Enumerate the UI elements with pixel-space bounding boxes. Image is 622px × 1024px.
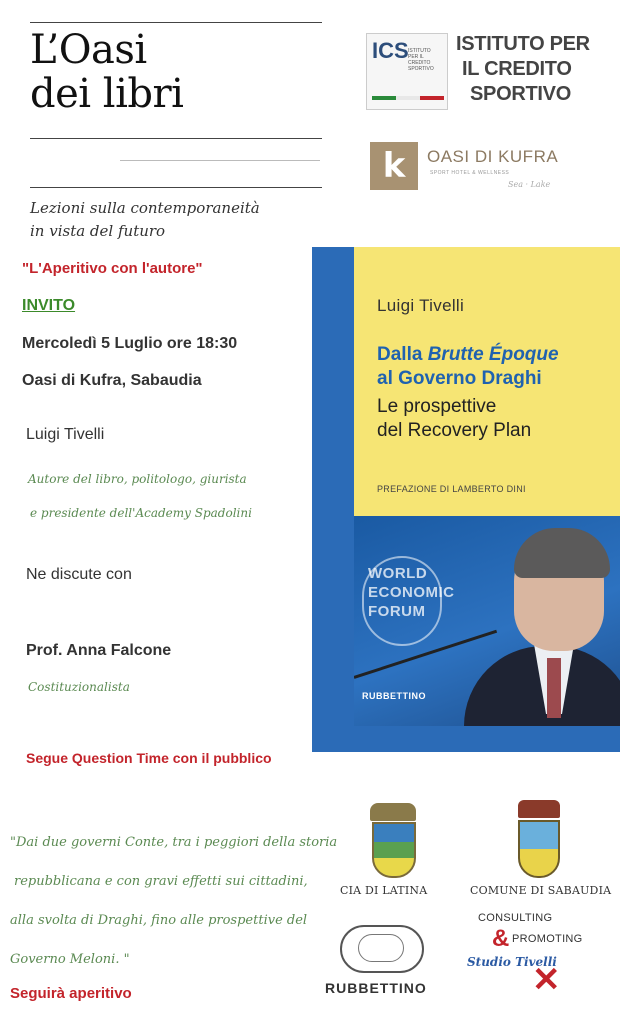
x-mark-icon: ✕ [532, 961, 561, 999]
consulting-text: CONSULTING [478, 912, 553, 924]
brand-line-2: dei libri [30, 71, 184, 117]
guest-role: Costituzionalista [28, 680, 130, 694]
author-desc-line-1: Autore del libro, politologo, giurista [28, 472, 247, 486]
book-subtitle [377, 395, 531, 443]
wef-text: WORLD ECONOMIC FORUM [368, 565, 455, 620]
book-spine [312, 247, 354, 752]
header-faded-rule [120, 160, 320, 161]
sabaudia-crown-icon [518, 800, 560, 818]
ampersand: & [492, 925, 510, 952]
tagline [30, 197, 260, 243]
photo-hair [514, 528, 610, 578]
flag-green [372, 96, 396, 100]
guest-name: Prof. Anna Falcone [26, 642, 172, 659]
author-description [28, 462, 252, 530]
ics-logo-abbr: ICS [372, 38, 409, 63]
promoting-text: PROMOTING [512, 933, 583, 945]
kufra-signature: Sea · Lake [508, 180, 551, 189]
ics-logo-small-text: ISTITUTO PER IL CREDITO SPORTIVO [408, 48, 434, 72]
discuss-label: Ne discute con [26, 566, 132, 583]
flag-white [396, 96, 420, 100]
quote-line-1: "Dai due governi Conte, tra i peggiori della storia [10, 835, 338, 850]
ics-name-line-3: SPORTIVO [470, 83, 571, 105]
book-title-italic: Brutte Époque [427, 344, 559, 365]
quote-line-2: repubblicana e con gravi effetti sui cittadini, [14, 874, 308, 889]
invite-label: INVITO [22, 297, 76, 314]
event-series: "L'Aperitivo con l'autore" [22, 260, 203, 277]
author-desc-line-2: e presidente dell'Academy Spadolini [30, 506, 252, 520]
book-preface: PREFAZIONE DI LAMBERTO DINI [377, 484, 526, 494]
photo-tie [547, 658, 561, 718]
brand-title [30, 28, 183, 116]
tagline-line-1: Lezioni sulla contemporaneità [30, 199, 260, 217]
book-author: Luigi Tivelli [377, 296, 465, 315]
book-title-line-1 [377, 343, 559, 367]
brand-line-1: L’Oasi [30, 27, 147, 73]
header-top-rule [30, 22, 322, 23]
book-title-line-2: al Governo Draghi [377, 368, 542, 389]
latina-crown-icon [370, 803, 416, 821]
quote-line-4: Governo Meloni. " [10, 952, 130, 967]
quote-line-3: alla svolta di Draghi, fino alle prospettive del [10, 913, 308, 928]
ics-name-line-1: ISTITUTO PER [456, 33, 590, 55]
book-title [377, 343, 559, 391]
sabaudia-caption: COMUNE DI SABAUDIA [470, 884, 612, 897]
ics-name-line-2: IL CREDITO [462, 58, 572, 80]
kufra-name: OASI DI KUFRA [427, 147, 559, 166]
question-time: Segue Question Time con il pubblico [26, 750, 272, 766]
kufra-sub: SPORT HOTEL & WELLNESS [430, 170, 510, 176]
kufra-logo-icon: k [370, 142, 418, 190]
studio-tivelli: Studio Tivelli [467, 955, 557, 969]
event-date: Mercoledì 5 Luglio ore 18:30 [22, 335, 238, 352]
ics-name [456, 32, 590, 107]
book-bottom-edge [354, 726, 620, 752]
header-mid-rule [30, 138, 322, 139]
book-subtitle-line-1: Le prospettive [377, 396, 497, 417]
tagline-line-2: in vista del futuro [30, 222, 166, 240]
rubbettino-emblem-inner [358, 934, 404, 962]
sabaudia-crest-icon [518, 820, 560, 878]
rubbettino-logo-text: RUBBETTINO [325, 980, 427, 996]
latina-crest-icon [372, 822, 416, 878]
event-place: Oasi di Kufra, Sabaudia [22, 372, 202, 389]
latina-caption: CIA DI LATINA [340, 884, 428, 897]
aperitivo-note: Seguirà aperitivo [10, 985, 132, 1002]
quote [10, 823, 337, 979]
header-bottom-rule [30, 187, 322, 188]
book-title-part1: Dalla [377, 344, 428, 365]
author-name: Luigi Tivelli [26, 426, 105, 443]
flag-red [420, 96, 444, 100]
book-subtitle-line-2: del Recovery Plan [377, 420, 532, 441]
book-publisher: RUBBETTINO [362, 691, 426, 701]
